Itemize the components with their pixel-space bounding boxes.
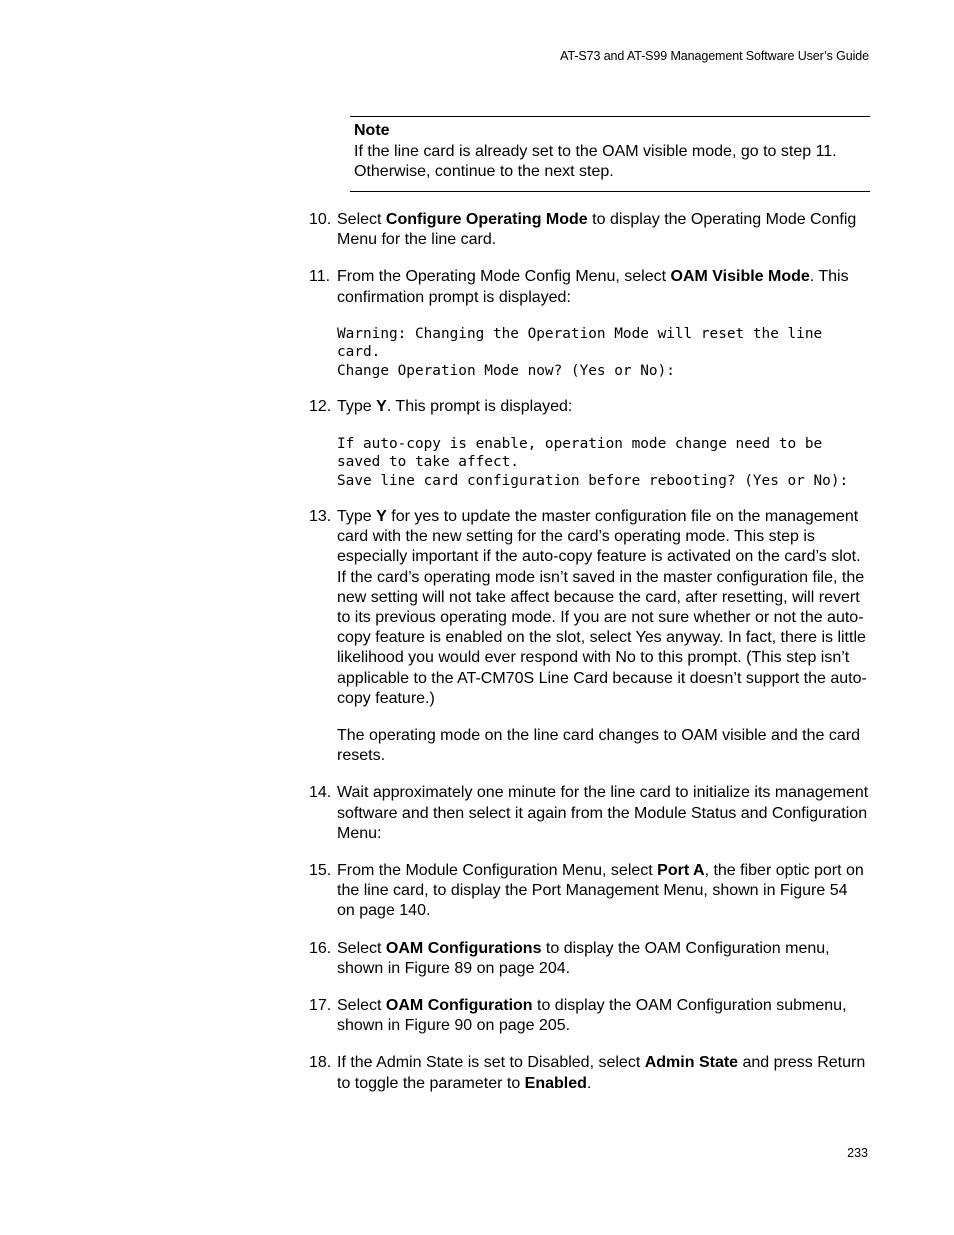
step-body xyxy=(337,996,869,1036)
menu-option: Port A xyxy=(657,862,705,880)
step-18 xyxy=(309,1053,869,1093)
step-15 xyxy=(309,861,869,922)
step-text: . This confirmation prompt is displayed: xyxy=(337,268,849,306)
step-body xyxy=(337,267,869,380)
step-number: 11. xyxy=(309,268,331,286)
step-number: 10. xyxy=(309,211,332,228)
step-text: Type xyxy=(337,398,377,416)
step-body xyxy=(337,939,869,979)
note-title: Note xyxy=(354,122,390,139)
step-text: Select xyxy=(337,939,386,957)
step-text: for yes to update the master configuration file on the management card with the new setting for the card’s operating mode. This step is especially important if the auto-copy feature is activated on the card’s slot. If the card’s operating mode isn’t saved in the master configuration file, the new setting will not take affect because the card, after resetting, will revert to its previous operating mode. If you are not sure whether or not the auto-copy feature is enabled on the slot, select Yes anyway. In fact, there is little likelihood you would ever respond with No to this prompt. (This step isn’t applicable to the AT-CM70S Line Card because it doesn’t support the auto-copy feature.) xyxy=(337,508,867,707)
note-text: If the line card is already set to the OAM visible mode, go to step 11. Otherwise, continue to the next step. xyxy=(354,142,837,180)
step-body xyxy=(337,397,869,490)
code-line: Warning: Changing the Operation Mode will reset the line card. xyxy=(337,325,823,361)
step-number: 18. xyxy=(309,1054,332,1072)
key-label: Y xyxy=(376,508,387,526)
step-text: . This prompt is displayed: xyxy=(386,398,573,416)
step-body xyxy=(337,507,869,766)
note-box xyxy=(350,116,870,192)
step-text: From the Module Configuration Menu, select xyxy=(337,862,658,880)
step-text: . xyxy=(586,1074,592,1092)
menu-option: Configure Operating Mode xyxy=(385,211,588,228)
key-label: Y xyxy=(376,398,387,416)
step-12 xyxy=(309,397,869,490)
step-14 xyxy=(309,783,869,844)
menu-option: OAM Visible Mode xyxy=(670,268,810,286)
page-number: 233 xyxy=(847,1146,868,1160)
step-10 xyxy=(309,210,869,250)
step-text: Select xyxy=(337,211,386,228)
code-line: If auto-copy is enable, operation mode change need to be saved to take affect. xyxy=(337,435,823,471)
code-block xyxy=(337,325,869,381)
code-line: Change Operation Mode now? (Yes or No): xyxy=(337,362,675,379)
step-text: to display the OAM Configuration menu, shown in Figure 89 on page 204. xyxy=(337,939,830,977)
parameter-value: Enabled xyxy=(524,1074,587,1092)
step-number: 14. xyxy=(309,784,332,802)
step-16 xyxy=(309,939,869,979)
step-text: Wait approximately one minute for the line card to initialize its management software and then select it again from the Module Status and Configuration Menu: xyxy=(337,784,869,842)
step-text: , the fiber optic port on the line card, to display the Port Management Menu, shown in Figure 54 on page 140. xyxy=(337,862,864,920)
step-result: The operating mode on the line card changes to OAM visible and the card resets. xyxy=(337,727,860,765)
step-number: 16. xyxy=(309,939,332,957)
step-13 xyxy=(309,507,869,766)
step-text: Select xyxy=(337,997,386,1015)
step-17 xyxy=(309,996,869,1036)
step-number: 17. xyxy=(309,997,332,1015)
menu-option: OAM Configuration xyxy=(385,997,533,1015)
procedure-steps xyxy=(309,210,869,1111)
step-11 xyxy=(309,267,869,380)
step-text: From the Operating Mode Config Menu, select xyxy=(337,268,671,286)
code-block xyxy=(337,435,869,491)
step-number: 15. xyxy=(309,862,332,880)
step-body xyxy=(337,861,869,922)
step-body xyxy=(337,783,869,844)
step-text: to display the Operating Mode Config Menu for the line card. xyxy=(337,211,857,249)
step-text: If the Admin State is set to Disabled, select xyxy=(337,1054,645,1072)
menu-option: OAM Configurations xyxy=(385,939,542,957)
step-body xyxy=(337,210,869,250)
step-body xyxy=(337,1053,869,1093)
step-number: 12. xyxy=(309,398,332,416)
step-number: 13. xyxy=(309,508,332,526)
code-line: Save line card configuration before rebooting? (Yes or No): xyxy=(337,472,849,489)
step-text: to display the OAM Configuration submenu, shown in Figure 90 on page 205. xyxy=(337,997,847,1035)
running-header: AT-S73 and AT-S99 Management Software User’s Guide xyxy=(560,49,869,63)
menu-option: Admin State xyxy=(644,1054,739,1072)
step-text: Type xyxy=(337,508,377,526)
step-text: and press Return to toggle the parameter to xyxy=(337,1054,866,1092)
